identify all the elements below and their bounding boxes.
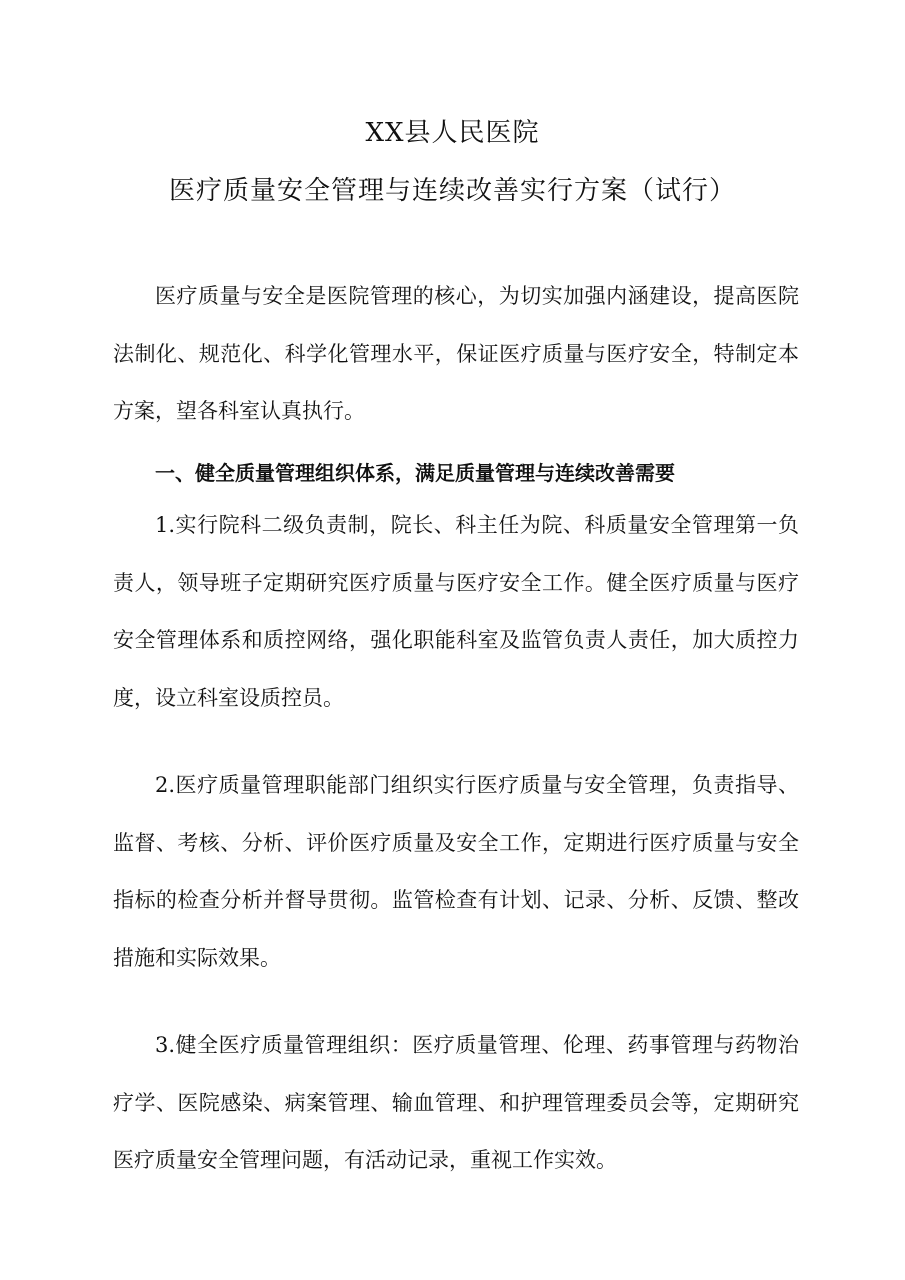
document-title-hospital: XX县人民医院: [365, 118, 540, 148]
item-1-paragraph: 1.实行院科二级负责制，院长、科主任为院、科质量安全管理第一负责人，领导班子定期研究医疗质量与医疗安全工作。健全医疗质量与医疗安全管理体系和质控网络，强化职能科室及监管负责人责任，加大质控力度，设立科室设质控员。: [113, 513, 799, 710]
document-title-plan: 医疗质量安全管理与连续改善实行方案（试行）: [168, 176, 736, 206]
item-3-paragraph: 3.健全医疗质量管理组织：医疗质量管理、伦理、药事管理与药物治疗学、医院感染、病案管理、输血管理、和护理管理委员会等，定期研究医疗质量安全管理问题，有活动记录，重视工作实效。: [113, 1033, 799, 1173]
item-2-paragraph: 2.医疗质量管理职能部门组织实行医疗质量与安全管理，负责指导、监督、考核、分析、评价医疗质量及安全工作，定期进行医疗质量与安全指标的检查分析并督导贯彻。监管检查有计划、记录、分析、反馈、整改措施和实际效果。: [113, 773, 799, 970]
section1-heading: 一、健全质量管理组织体系，满足质量管理与连续改善需要: [155, 461, 675, 485]
intro-paragraph: 医疗质量与安全是医院管理的核心，为切实加强内涵建设，提高医院法制化、规范化、科学化管理水平，保证医疗质量与医疗安全，特制定本方案，望各科室认真执行。: [113, 284, 799, 424]
